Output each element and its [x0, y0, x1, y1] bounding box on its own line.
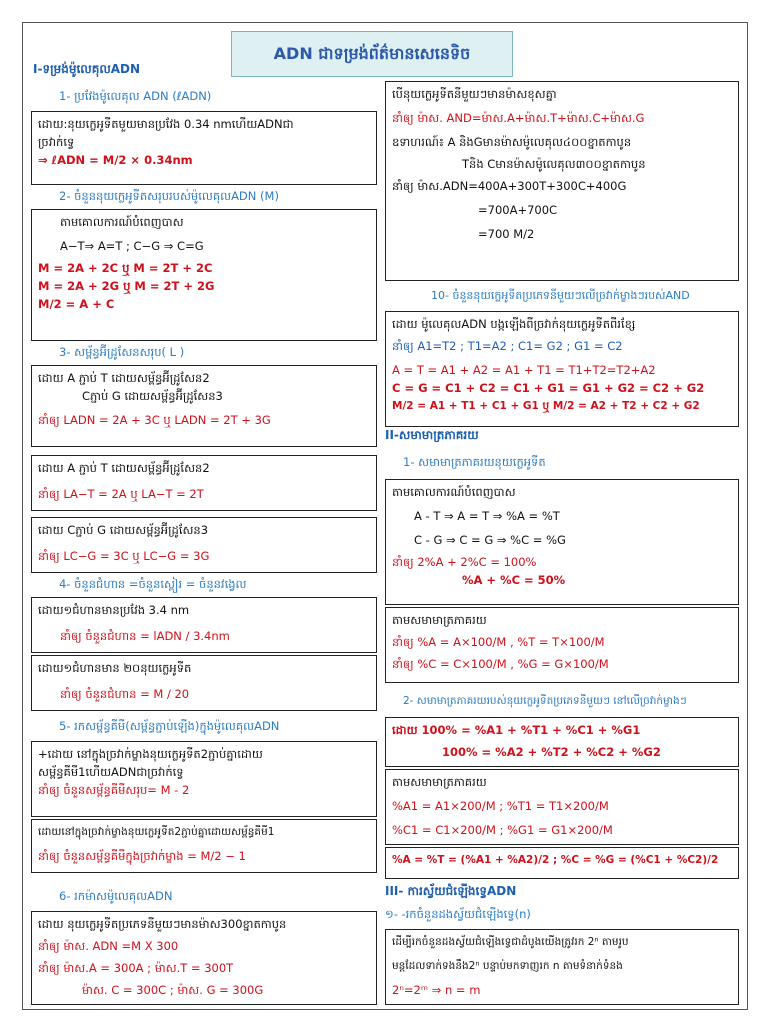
- s4-b1-line1: ដោយ១ជំហានមានប្រវែង 3.4 nm: [38, 603, 190, 617]
- s3-b2-line1: ដោយ A ភ្ជាប់ T ដោយសម្ព័ន្ធអ៊ីដ្រូសែន2: [38, 461, 210, 475]
- s5-b1-line3: នាំឲ្យ ចំនួនសម្ព័ន្ធគីមីសរុប= M - 2: [38, 783, 190, 797]
- s6-box: [31, 911, 377, 1005]
- s3-heading: 3- សម្ព័ន្ធអ៊ីដ្រូសែនសរុប( L ): [59, 345, 185, 359]
- r2-b2-line2: %A1 = A1×200/M ; %T1 = T1×200/M: [392, 799, 609, 813]
- r1-box2: [385, 607, 739, 683]
- r2-b2-line3: %C1 = C1×200/M ; %G1 = G1×200/M: [392, 823, 613, 837]
- mass-box: [385, 81, 739, 281]
- s3-b1-line3: [38, 411, 370, 429]
- r1-box1: [385, 479, 739, 605]
- s2-formula1: M = 2A + 2C ឬ M = 2T + 2C: [38, 261, 213, 275]
- r1-heading: 1- សមាមាត្រភាគរយនុយក្លេអូទីត: [403, 455, 546, 469]
- s10-line1: ដោយ ម៉ូលេគុលADN បង្កឡើងពីច្រវាក់នុយក្លេអូទីតពីរខ្សែ: [392, 317, 636, 331]
- page-title: ADN ជាទម្រង់ព័ត៌មានសេនេទិច: [231, 31, 513, 77]
- s10-box: [385, 311, 739, 427]
- s4-heading: 4- ចំនួនជំហាន =ចំនួនស្ពៀរ = ចំនួនវង្វេល: [59, 577, 247, 591]
- s2-line1: តាមគោលការណ៍បំពេញបាស: [60, 215, 184, 229]
- s2-formula2: M = 2A + 2G ឬ M = 2T + 2G: [38, 279, 215, 293]
- s5-heading: 5- រកសម្ព័ន្ធគីមី(សម្ព័ន្ធភ្ជាប់ឡើង)ក្នុងម៉ូលេគុលADN: [59, 719, 280, 733]
- s2-line2: A−T⇒ A=T ; C−G ⇒ C=G: [60, 239, 204, 253]
- r3-line2: មន្តដែលទាក់ទងនឹង2ⁿ បន្ទាប់មកទាញរក n តាមទំនាក់ទំនង: [392, 960, 623, 972]
- r1-b1-line4: នាំឲ្យ 2%A + 2%C = 100%: [392, 555, 537, 569]
- r3-heading: ១- -រកចំនួនដងស្វ័យជំឡើងទ្វេ(n): [385, 907, 531, 921]
- mass-line4: Tនិង Cមានម៉ាសម៉ូលេគុល៣០០ខ្នាតកាបូន: [462, 157, 646, 171]
- s5-b2-line1: ដោយនៅក្នុងច្រវាក់ម្ខាងនុយក្លេអូទីត2ភ្ជាប់គ្នាដោយសម្ព័ន្ធគីមី1: [38, 826, 275, 838]
- section-1-heading: I-ទម្រង់ម៉ូលេគុលADN: [33, 62, 141, 76]
- s1-heading: 1- ប្រវែងម៉ូលេគុល ADN (ℓADN): [59, 89, 212, 103]
- s3-b2-line2: នាំឲ្យ LA−T = 2A ឬ LA−T = 2T: [38, 487, 204, 501]
- s5-b2-line2: នាំឲ្យ ចំនួនសម្ព័ន្ធគីមីក្នុងច្រវាក់ម្ខាង = M/2 − 1: [38, 849, 246, 863]
- s10-formula1: A = T = A1 + A2 = A1 + T1 = T1+T2=T2+A2: [392, 363, 656, 377]
- s4-b1-line2: នាំឲ្យ ចំនួនជំហាន = lADN / 3.4nm: [60, 629, 230, 643]
- mass-line1: បើនុយក្លេអូទីតនីមួយៗមានម៉ាសខុសគ្នា: [392, 87, 557, 101]
- r3-line3: 2ⁿ=2ᵐ ⇒ n = m: [392, 983, 481, 997]
- mass-line5: នាំឲ្យ ម៉ាស.ADN=400A+300T+300C+400G: [392, 179, 627, 193]
- section-2-heading: II-សមាមាត្រភាគរយ: [385, 428, 479, 442]
- mass-line6: =700A+700C: [478, 203, 558, 217]
- r1-b2-line3: នាំឲ្យ %C = C×100/M , %G = G×100/M: [392, 657, 609, 671]
- r1-b1-line5: %A + %C = 50%: [462, 573, 566, 587]
- r2-b1-line1: ដោយ 100% = %A1 + %T1 + %C1 + %G1: [392, 723, 641, 737]
- s2-formula3: M/2 = A + C: [38, 297, 115, 311]
- s10-formula3: M/2 = A1 + T1 + C1 + G1 ឬ M/2 = A2 + T2 + C2 + G2: [392, 400, 700, 412]
- r3-box: [385, 929, 739, 1005]
- s3-b3-line1: ដោយ Cភ្ជាប់ G ដោយសម្ព័ន្ធអ៊ីដ្រូសែន3: [38, 523, 209, 537]
- page-frame: [22, 22, 748, 1010]
- mass-line3: ឧទាហរណ៍៖ A និងGមានម៉ាសម៉ូលេគុល៤០០ខ្នាតកាបូន: [392, 135, 632, 149]
- s3-b1-line1: ដោយ A ភ្ជាប់ T ដោយសម្ព័ន្ធអ៊ីដ្រូសែន2: [38, 371, 210, 385]
- s10-heading: 10- ចំនួននុយក្លេអូទីតប្រភេទនីមួយៗលើច្រវាក់ម្ខាងៗរបស់AND: [431, 289, 690, 302]
- s3-b1-formula: នាំឲ្យ LADN = 2A + 3C ឬ LADN = 2T + 3G: [38, 413, 271, 427]
- s6-line3: នាំឲ្យ ម៉ាស.A = 300A ; ម៉ាស.T = 300T: [38, 961, 234, 975]
- s5-box1: [31, 741, 377, 817]
- s5-box2: [31, 819, 377, 873]
- s6-line2: នាំឲ្យ ម៉ាស. ADN =M X 300: [38, 939, 179, 953]
- s6-line1: ដោយ នុយក្លេអូទីតប្រភេទនីមួយៗមានម៉ាស300ខ្នាតកាបូន: [38, 917, 287, 931]
- r1-b2-line1: តាមសមាមាត្រភាគរយ: [392, 613, 487, 627]
- r2-box3: [385, 847, 739, 879]
- s10-line2: នាំឲ្យ A1=T2 ; T1=A2 ; C1= G2 ; G1 = C2: [392, 339, 623, 353]
- section-3-heading: III- ការស្វ័យជំឡើងទ្វេADN: [385, 884, 517, 898]
- s3-b1-line2: Cភ្ជាប់ G ដោយសម្ព័ន្ធអ៊ីដ្រូសែន3: [82, 389, 223, 403]
- s4-box1: [31, 597, 377, 653]
- s6-heading: 6- រកម៉ាសម៉ូលេគុលADN: [59, 889, 173, 903]
- r1-b1-line2: A - T ⇒ A = T ⇒ %A = %T: [414, 509, 560, 523]
- r2-b2-line1: តាមសមាមាត្រភាគរយ: [392, 775, 487, 789]
- s5-b1-line1: +ដោយ នៅក្នុងច្រវាក់ម្ខាងនុយក្លេអូទីត2ភ្ជាប់គ្នាដោយ: [38, 747, 263, 761]
- s2-heading: 2- ចំនួននុយក្លេអូទីតសរុបរបស់ម៉ូលេគុលADN (M): [59, 189, 279, 203]
- s1-box: [31, 111, 377, 185]
- r2-box2: [385, 769, 739, 845]
- s10-formula2: C = G = C1 + C2 = C1 + G1 = G1 + G2 = C2 + G2: [392, 381, 705, 395]
- s4-b2-line1: ដោយ១ជំហានមាន ២០នុយក្លេអូទីត: [38, 661, 192, 675]
- s1-line2: ច្រវាក់ទ្វេ: [38, 135, 75, 149]
- r2-b3-line1: %A = %T = (%A1 + %A2)/2 ; %C = %G = (%C1 + %C2)/2: [392, 854, 719, 866]
- r3-line1: ដើម្បីរកចំនួនដងស្វ័យជំឡើងទ្វេជាដំបូងយើងត្រូវរក 2ⁿ តាមរូប: [392, 936, 629, 948]
- s5-b1-line2: សម្ព័ន្ធគីមី1ហើយADNជាច្រវាក់ទ្វេ: [38, 765, 184, 779]
- r1-b1-line3: C - G ⇒ C = G ⇒ %C = %G: [414, 533, 566, 547]
- s4-box2: [31, 655, 377, 711]
- mass-line7: =700 M/2: [478, 227, 535, 241]
- r1-b1-line1: តាមគោលការណ៍បំពេញបាស: [392, 485, 516, 499]
- r2-b1-line2: 100% = %A2 + %T2 + %C2 + %G2: [442, 745, 661, 759]
- s6-line4: ម៉ាស. C = 300C ; ម៉ាស. G = 300G: [82, 983, 264, 997]
- s3-b3-line2: នាំឲ្យ LC−G = 3C ឬ LC−G = 3G: [38, 549, 210, 563]
- r2-box1: [385, 717, 739, 767]
- r2-heading: 2- សមាមាត្រភាគរយរបស់នុយក្លេអូទីតប្រភេទនីមួយៗ នៅលើច្រវាក់ម្ខាងៗ: [403, 695, 687, 707]
- s3-box2: [31, 455, 377, 511]
- mass-line2: នាំឲ្យ ម៉ាស. AND=ម៉ាស.A+ម៉ាស.T+ម៉ាស.C+ម៉ាស.G: [392, 111, 645, 125]
- s4-b2-line2: នាំឲ្យ ចំនួនជំហាន = M / 20: [60, 687, 190, 701]
- s1-line1: ដោយ:នុយក្លេអូទីតមួយមានប្រវែង 0.34 nmហើយADNជា: [38, 117, 294, 131]
- s3-box3: [31, 517, 377, 573]
- r1-b2-line2: នាំឲ្យ %A = A×100/M , %T = T×100/M: [392, 635, 605, 649]
- s2-box: [31, 209, 377, 341]
- s1-formula: ⇒ ℓADN = M/2 × 0.34nm: [38, 153, 193, 167]
- s3-box1: [31, 365, 377, 447]
